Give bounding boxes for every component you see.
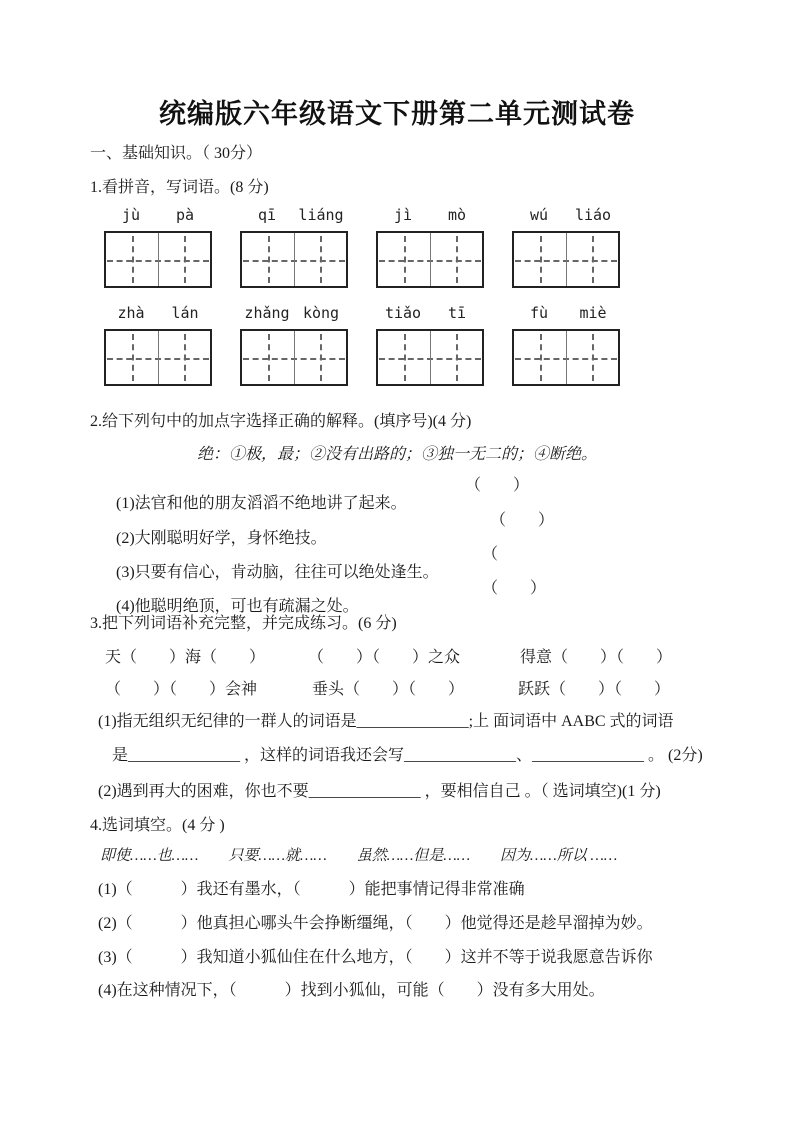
tianzige-writing-grid	[104, 231, 212, 288]
pinyin-row-2	[104, 304, 648, 322]
answer-parens: （ ）	[482, 580, 547, 597]
tianzige-writing-grid	[512, 231, 620, 288]
q4-item-4: (4)在这种情况下，（ ）找到小狐仙，可能（ ）没有多大用处。	[98, 982, 605, 999]
q4-item-1: (1)（ ）我还有墨水，（ ）能把事情记得非常准确	[98, 881, 525, 898]
answer-parens: （ ）	[490, 512, 555, 529]
tianzige-writing-grid	[104, 329, 212, 386]
q3-sub1-line2: 是______________ ，这样的词语我还会写______________、______________ 。 (2分)	[112, 747, 703, 764]
q4-item-2: (2)（ ）他真担心哪头牛会挣断缰绳，（ ）他觉得还是趁早溜掉为妙。	[98, 915, 653, 932]
pinyin-pair	[512, 206, 620, 224]
pinyin-pair	[240, 206, 348, 224]
q2-item-text: (3)只要有信心，肯动脑，往往可以绝处逢生。	[116, 564, 439, 581]
page-title: 统编版六年级语文下册第二单元测试卷	[159, 99, 635, 129]
pinyin-syllable: tī	[447, 304, 467, 322]
q3-label: 3.把下列词语补充完整，并完成练习。(6 分)	[90, 615, 397, 632]
writing-grid-row-2	[104, 329, 648, 386]
q2-hint: 绝：①极，最；②没有出路的；③独一无二的；④断绝。	[196, 446, 597, 463]
pinyin-syllable: tiǎo	[384, 304, 422, 322]
q2-label: 2.给下列句中的加点字选择正确的解释。(填序号)(4 分)	[90, 413, 472, 430]
idiom-blank: 垂头（ ）（ ）	[312, 681, 465, 698]
pinyin-syllable: zhǎng	[244, 304, 290, 322]
pinyin-syllable: wú	[529, 206, 549, 224]
pinyin-pair	[376, 304, 484, 322]
q4-label: 4.选词填空。(4 分 )	[90, 817, 225, 834]
pinyin-syllable: kòng	[302, 304, 340, 322]
tianzige-writing-grid	[240, 329, 348, 386]
q1-label: 1.看拼音，写词语。(8 分)	[90, 179, 269, 196]
section-1-heading: 一、基础知识。（ 30分）	[90, 145, 263, 162]
answer-parens: （ ）	[465, 477, 530, 494]
q4-connectives: 即使……也…… 只要……就…… 虽然……但是…… 因为……所以 ……	[100, 848, 618, 864]
tianzige-writing-grid	[512, 329, 620, 386]
pinyin-pair	[240, 304, 348, 322]
tianzige-writing-grid	[376, 231, 484, 288]
pinyin-pair	[104, 304, 212, 322]
idiom-blank: （ ）（ ）会神	[105, 681, 258, 698]
idiom-blank: 天（ ）海（ ）	[105, 649, 266, 666]
q2-item-text: (4)他聪明绝顶，可也有疏漏之处。	[116, 598, 359, 615]
pinyin-pair	[104, 206, 212, 224]
pinyin-syllable: liáng	[298, 206, 344, 224]
idiom-blank: （ ）（ ）之众	[308, 649, 461, 666]
pinyin-pair	[376, 206, 484, 224]
pinyin-syllable: lán	[171, 304, 199, 322]
pinyin-syllable: miè	[579, 304, 607, 322]
tianzige-writing-grid	[240, 231, 348, 288]
pinyin-pair	[512, 304, 620, 322]
pinyin-syllable: fù	[529, 304, 549, 322]
pinyin-syllable: mò	[447, 206, 467, 224]
q4-item-3: (3)（ ）我知道小狐仙住在什么地方，（ ）这并不等于说我愿意告诉你	[98, 949, 653, 966]
pinyin-syllable: zhà	[117, 304, 145, 322]
pinyin-row-1	[104, 206, 648, 224]
idiom-blank: 跃跃（ ）（ ）	[518, 681, 671, 698]
idiom-blank: 得意（ ）（ ）	[520, 649, 673, 666]
q3-sub2: (2)遇到再大的困难，你也不要______________ ，要相信自己 。（ 选词填空)(1 分)	[98, 783, 661, 800]
tianzige-writing-grid	[376, 329, 484, 386]
pinyin-syllable: jù	[121, 206, 141, 224]
pinyin-syllable: pà	[175, 206, 195, 224]
writing-grid-row-1	[104, 231, 648, 288]
pinyin-syllable: jì	[393, 206, 413, 224]
pinyin-syllable: qī	[257, 206, 277, 224]
q2-item-text: (2)大刚聪明好学，身怀绝技。	[116, 530, 327, 547]
q2-item-text: (1)法官和他的朋友滔滔不绝地讲了起来。	[116, 495, 407, 512]
q3-sub1-line1: (1)指无组织无纪律的一群人的词语是______________;上 面词语中 AABC 式的词语	[98, 713, 674, 730]
pinyin-syllable: liáo	[574, 206, 612, 224]
answer-parens: （	[482, 546, 499, 563]
